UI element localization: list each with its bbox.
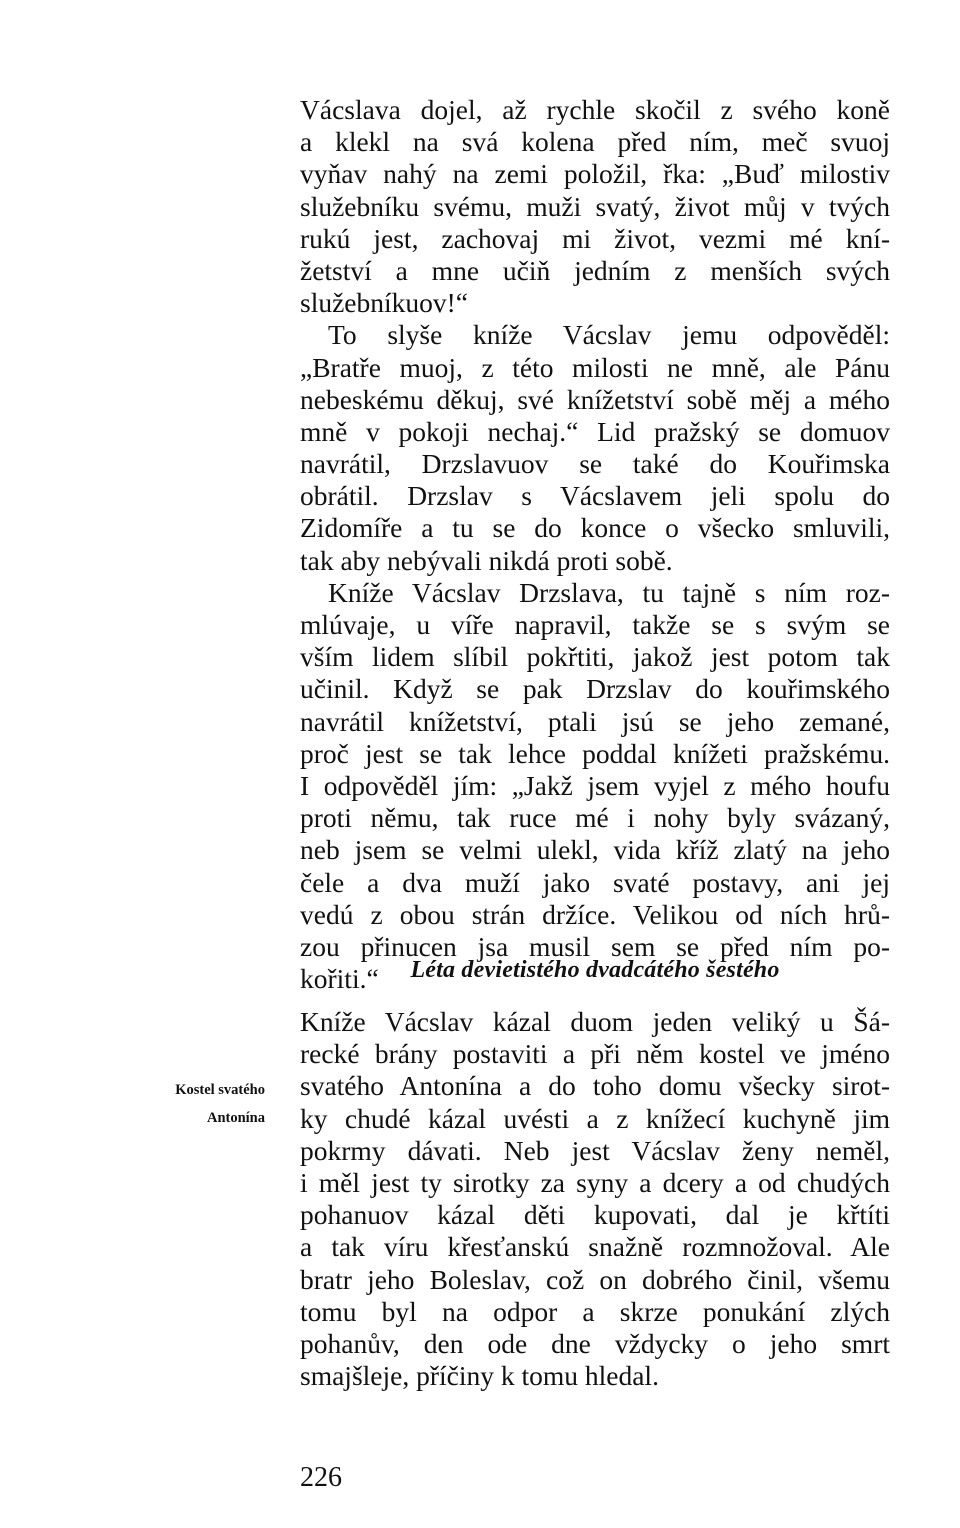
text-line: pohanuov kázal děti kupovati, dal je křtíti xyxy=(300,1199,890,1231)
text-line: bratr jeho Boleslav, což on dobrého činil, všemu xyxy=(300,1263,890,1295)
text-line: zou přinucen jsa musil sem se před ním po- xyxy=(300,930,890,962)
text-line: vyňav nahý na zemi položil, řka: „Buď milostiv xyxy=(300,158,890,190)
text-line: To slyše kníže Vácslav jemu odpověděl: xyxy=(328,319,890,351)
text-line: I odpověděl jím: „Jakž jsem vyjel z mého houfu xyxy=(300,769,890,801)
text-line: mně v pokoji nechaj.“ Lid pražský se domuov xyxy=(300,415,890,447)
text-line: proč jest se tak lehce poddal knížeti pražskému. xyxy=(300,737,890,769)
text-line: vším lidem slíbil pokřtiti, jakož jest potom tak xyxy=(300,641,890,673)
text-line: učinil. Když se pak Drzslav do kouřimského xyxy=(300,673,890,705)
text-line: recké brány postaviti a při něm kostel ve jméno xyxy=(300,1038,890,1070)
text-line: obrátil. Drzslav s Vácslavem jeli spolu do xyxy=(300,480,890,512)
text-line: Vácslava dojel, až rychle skočil z svého koně xyxy=(300,94,890,125)
text-line: „Bratře muoj, z této milosti ne mně, ale Pánu xyxy=(300,351,890,383)
text-line: vedú z obou strán držíce. Velikou od ních hrů- xyxy=(300,898,890,930)
section-heading: Léta devietistého dvadcátého šestého xyxy=(410,957,780,983)
text-block-1 xyxy=(300,94,890,995)
text-line: a tak víru křesťanskú snažně rozmnožoval. Ale xyxy=(300,1231,890,1263)
text-line: a klekl na svá kolena před ním, meč svuoj xyxy=(300,126,890,158)
text-line: Kníže Vácslav Drzslava, tu tajně s ním roz- xyxy=(328,576,890,608)
text-line: ky chudé kázal uvésti a z knížecí kuchyně jim xyxy=(300,1102,890,1134)
text-line: pokrmy dávati. Neb jest Vácslav ženy neměl, xyxy=(300,1134,890,1166)
text-line: navrátil knížetství, ptali jsú se jeho zemané, xyxy=(300,705,890,737)
text-line: tak aby nebývali nikdá proti sobě. xyxy=(300,544,673,576)
text-line: mlúvaje, u víře napravil, takže se s svým se xyxy=(300,609,890,640)
text-line: i měl jest ty sirotky za syny a dcery a od chudých xyxy=(300,1166,890,1198)
text-line: smajšleje, příčiny k tomu hledal. xyxy=(300,1360,659,1392)
text-line: proti němu, tak ruce mé i nohy byly svázaný, xyxy=(300,802,890,834)
text-line: rukú jest, zachovaj mi život, vezmi mé kní- xyxy=(300,222,890,254)
text-line: služebníku svému, muži svatý, život můj v tvých xyxy=(300,190,890,222)
text-line: tomu byl na odpor a skrze ponukání zlých xyxy=(300,1295,890,1327)
text-line: kořiti.“ xyxy=(300,963,379,995)
text-line: žetství a mne učiň jedním z menších svých xyxy=(300,254,890,286)
text-block-2 xyxy=(300,1006,890,1392)
text-line: pohanův, den ode dne vždycky o jeho smrt xyxy=(300,1327,890,1359)
margin-note xyxy=(120,1076,265,1132)
text-line: služebníkuov!“ xyxy=(300,287,469,319)
text-line: svatého Antonína a do toho domu všecky sirot- xyxy=(300,1070,890,1102)
text-line: Kníže Vácslav kázal duom jeden veliký u Šá- xyxy=(300,1006,890,1037)
text-line: Zidomíře a tu se do konce o všecko smluvili, xyxy=(300,512,890,544)
page-number: 226 xyxy=(300,1462,342,1493)
text-line: navrátil, Drzslavuov se také do Kouřimska xyxy=(300,448,890,480)
margin-note-line: Antonína xyxy=(206,1110,265,1126)
margin-note-line: Kostel svatého xyxy=(175,1082,265,1098)
text-line: nebeskému děkuj, své knížetství sobě měj a mého xyxy=(300,383,890,415)
text-line: neb jsem se velmi ulekl, vida kříž zlatý na jeho xyxy=(300,834,890,866)
text-line: čele a dva muží jako svaté postavy, ani jej xyxy=(300,866,890,898)
